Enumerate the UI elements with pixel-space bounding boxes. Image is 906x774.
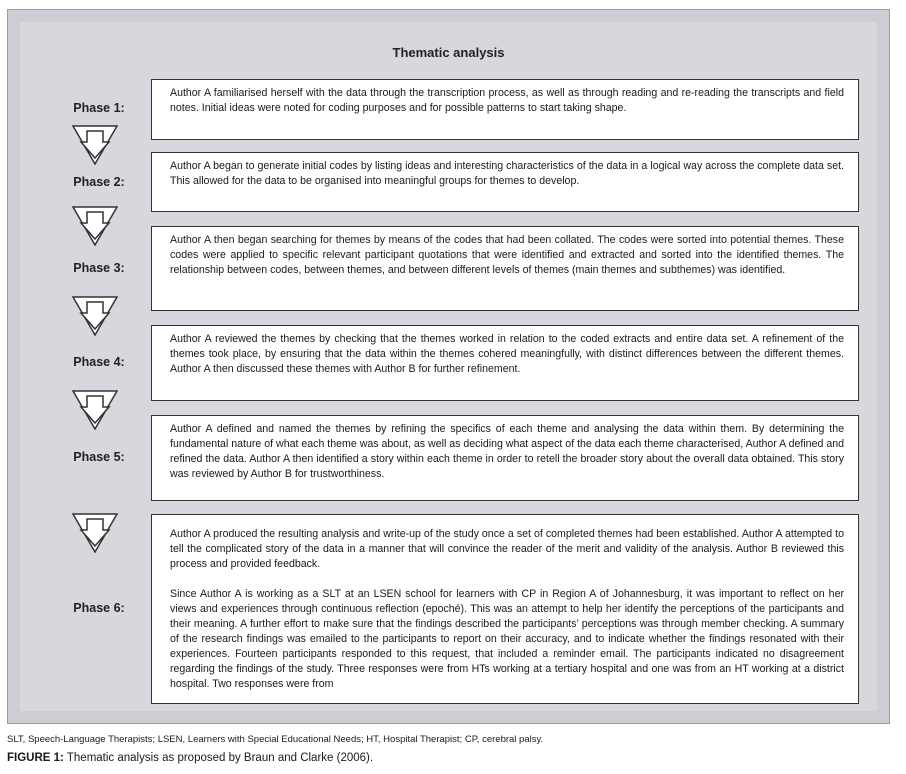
phase-4-box bbox=[151, 325, 859, 401]
down-arrow-icon bbox=[72, 513, 118, 553]
figure-footnote: SLT, Speech-Language Therapists; LSEN, Learners with Special Educational Needs; HT, Hospital Therapist; CP, cerebral palsy. bbox=[7, 734, 544, 745]
down-arrow-icon bbox=[72, 206, 118, 246]
phase-6-text-2: Since Author A is working as a SLT at an LSEN school for learners with CP in Region A of Johannesburg, it was important to reflect on her views and experiences through continuous reflection (epoché). This was an attempt to help her identify the perceptions of the participants and their meaning. A further effort to make sure that the findings described the participants’ perceptions was through member checking. A summary of the research findings was emailed to the participants to report on their accuracy, and to indicate whether the findings resonated with their experiences. Fourteen participants responded to this request, that included a reminder email. The participants indicated no disagreement regarding the findings of the study. Three responses were from HTs working at a tertiary hospital and one was from an HT working at a district hospital. Two responses were from bbox=[170, 588, 844, 690]
phase-6-label: Phase 6: bbox=[73, 601, 125, 615]
down-arrow-icon bbox=[72, 125, 118, 165]
figure-title: Thematic analysis bbox=[392, 45, 505, 60]
phase-3-box bbox=[151, 226, 859, 311]
figure-inner bbox=[20, 22, 877, 711]
phase-2-label: Phase 2: bbox=[73, 175, 125, 189]
figure-caption-text: Thematic analysis as proposed by Braun and Clarke (2006). bbox=[66, 752, 374, 764]
phase-5-box bbox=[151, 415, 859, 501]
phase-2-box bbox=[151, 152, 859, 212]
phase-5-label: Phase 5: bbox=[73, 450, 125, 464]
phase-4-text: Author A reviewed the themes by checking that the themes worked in relation to the coded extracts and entire data set. A refinement of the themes took place, by ensuring that the data within the themes cohered meaningfully, with distinct differences between the different themes. Author A then discussed these themes with Author B for further refinement. bbox=[170, 333, 844, 375]
phase-1-label: Phase 1: bbox=[73, 101, 125, 115]
figure-panel bbox=[7, 9, 890, 724]
phase-6-text-1: Author A produced the resulting analysis and write-up of the study once a set of completed themes had been established. Author A attempted to tell the complicated story of the data in a manner that will convince the reader of the merit and validity of the analysis. Author B reviewed this process and provided feedback. bbox=[170, 528, 844, 570]
phase-3-label: Phase 3: bbox=[73, 261, 125, 275]
down-arrow-icon bbox=[72, 390, 118, 430]
phase-5-text: Author A defined and named the themes by refining the specifics of each theme and analysing the data within them. By determining the fundamental nature of what each theme was about, as well as deciding what aspect of the data each theme characterised, Author A defined and refined the data. Author A then identified a story within each theme in order to retell the broader story about the overall data obtained. This story was reviewed by Author B for trustworthiness. bbox=[170, 423, 844, 480]
phase-6-box bbox=[151, 514, 859, 704]
down-arrow-icon bbox=[72, 296, 118, 336]
figure-caption-label: FIGURE 1: bbox=[7, 752, 64, 764]
figure-caption bbox=[7, 752, 373, 764]
phase-4-label: Phase 4: bbox=[73, 355, 125, 369]
phase-2-text: Author A began to generate initial codes by listing ideas and interesting characteristics of the data in a logical way across the complete data set. This allowed for the data to be organised into meaningful groups for themes to develop. bbox=[170, 160, 844, 187]
phase-1-text: Author A familiarised herself with the data through the transcription process, as well as through reading and re-reading the transcripts and field notes. Initial ideas were noted for coding purposes and for possible patterns to start taking shape. bbox=[170, 87, 844, 114]
phase-3-text: Author A then began searching for themes by means of the codes that had been collated. The codes were sorted into potential themes. These codes were applied to specific relevant participant quotations that were identified and extracted and sorted into the identified themes. The relationship between codes, between themes, and between different levels of themes (main themes and subthemes) was identified. bbox=[170, 234, 844, 276]
phase-1-box bbox=[151, 79, 859, 140]
